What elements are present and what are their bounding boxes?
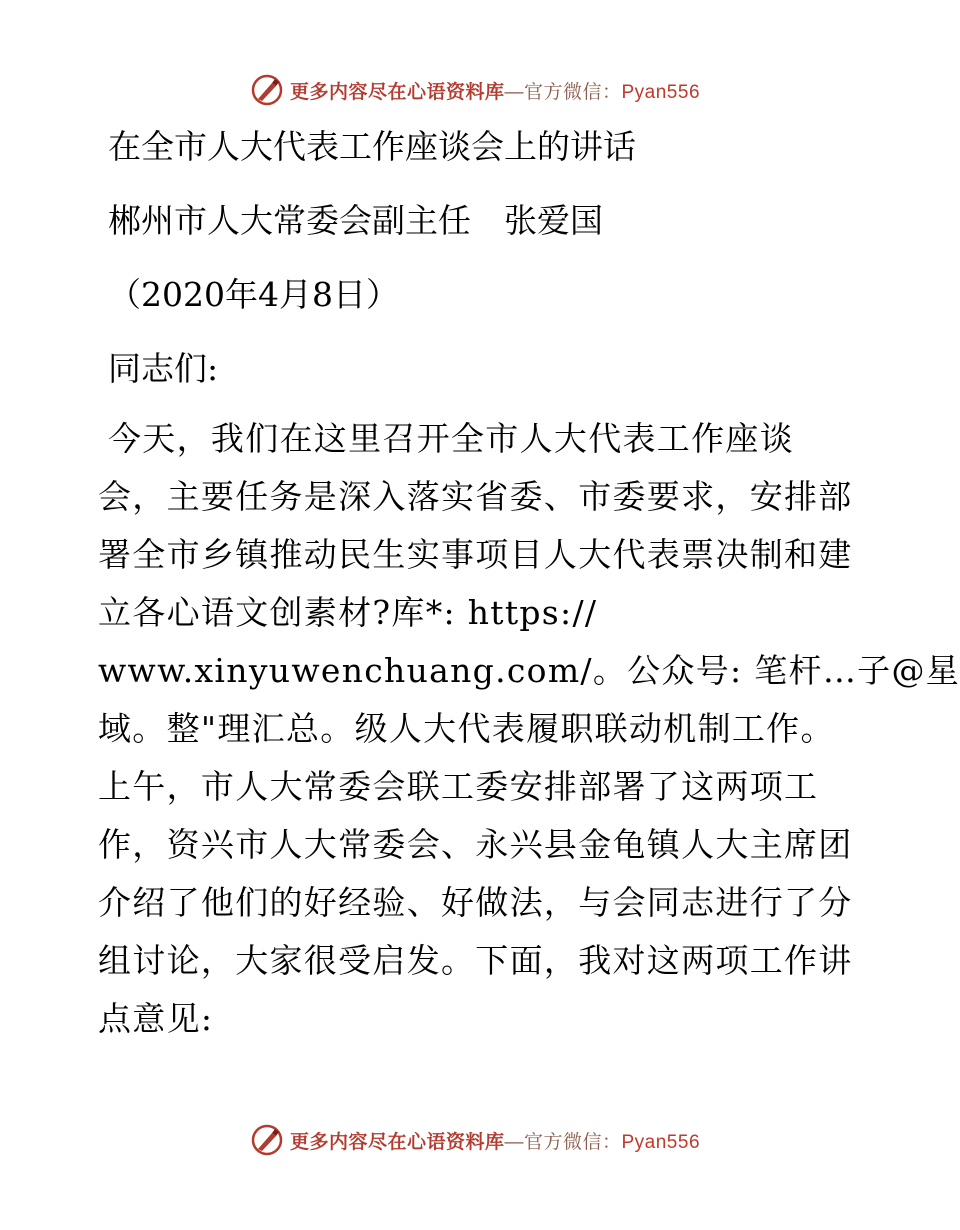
document-title: 在全市人大代表工作座谈会上的讲话 [108,127,636,166]
body-line: 组讨论，大家很受启发。下面，我对这两项工作讲 [98,941,853,980]
watermark-main: 更多内容尽在心语资料库 [289,81,505,103]
body-line: 作，资兴市人大常委会、永兴县金龟镇人大主席团 [98,825,853,864]
body-line: www.xinyuwenchuang.com/。公众号: 笔杆…子@星 [98,651,960,690]
body-line: 域。整"理汇总。级人大代表履职联动机制工作。 [98,709,835,748]
header-watermark [0,70,950,110]
document-date: （2020年4月8日） [108,275,399,314]
watermark-main: 更多内容尽在心语资料库 [289,1131,505,1153]
watermark-text [290,77,700,104]
body-line: 会，主要任务是深入落实省委、市委要求，安排部 [98,477,853,516]
header-watermark-inner [250,73,700,107]
watermark-mid: —官方微信： [504,81,622,103]
footer-watermark [0,1120,950,1160]
pen-logo-icon [250,1123,284,1157]
document-content [98,120,960,1048]
body-line: 立各心语文创素材?库*: https:// [98,593,598,632]
pen-logo-icon [250,73,284,107]
document-greeting: 同志们: [108,349,219,388]
footer-watermark-inner [250,1123,700,1157]
body-line: 今天，我们在这里召开全市人大代表工作座谈 [108,419,794,458]
watermark-account: Pyan556 [621,81,701,103]
body-line: 点意见: [98,999,214,1038]
watermark-mid: —官方微信： [504,1131,622,1153]
watermark-account: Pyan556 [621,1131,701,1153]
body-line: 署全市乡镇推动民生实事项目人大代表票决制和建 [98,535,853,574]
document-author: 郴州市人大常委会副主任 张爱国 [108,201,603,240]
watermark-text [290,1127,700,1154]
body-line: 介绍了他们的好经验、好做法，与会同志进行了分 [98,883,853,922]
body-line: 上午，市人大常委会联工委安排部署了这两项工 [98,767,819,806]
